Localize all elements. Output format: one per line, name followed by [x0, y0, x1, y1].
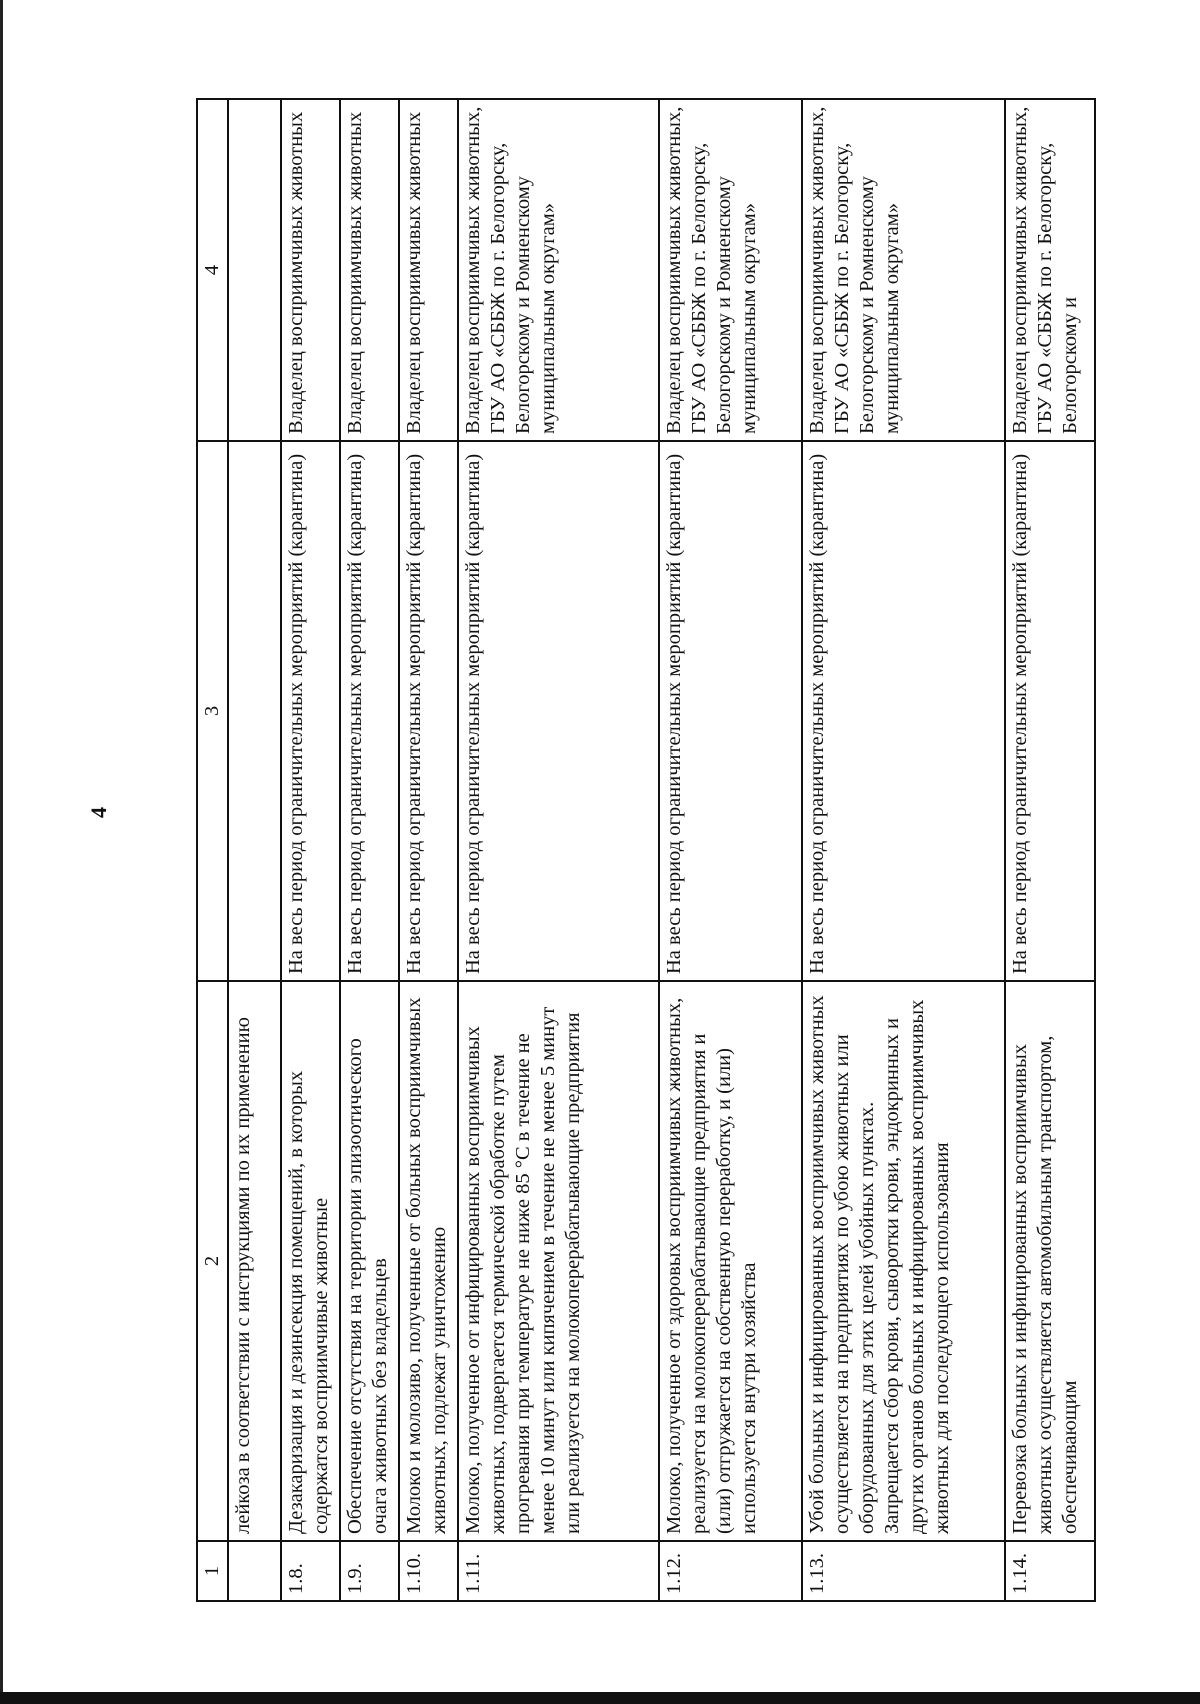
measure-text: лейкоза в соответствии с инструкциями по их применению — [228, 981, 281, 1541]
scan-border-bottom — [0, 1692, 1200, 1704]
table-row — [281, 99, 340, 1601]
measure-text: Обеспечение отсутствия на территории эпизоотического очага животных без владельцев — [340, 981, 399, 1541]
header-col-3: 3 — [197, 441, 228, 981]
measure-text: Дезакаризация и дезинсекция помещений, в которых содержатся восприимчивые животные — [281, 981, 340, 1541]
row-number: 1.13. — [802, 1541, 1006, 1601]
table-row — [340, 99, 399, 1601]
row-number: 1.10. — [399, 1541, 458, 1601]
table-row — [228, 99, 281, 1601]
row-number: 1.14. — [1005, 1541, 1095, 1601]
responsible-text: Владелец восприимчивых животных — [340, 99, 399, 441]
responsible-text: Владелец восприимчивых животных, ГБУ АО «СББЖ по г. Белогорску, Белогорскому и Ромненскому муниципальным округам» — [659, 99, 801, 441]
row-number: 1.9. — [340, 1541, 399, 1601]
period-text: На весь период ограничительных мероприятий (карантина) — [659, 441, 801, 981]
responsible-text: Владелец восприимчивых животных, ГБУ АО «СББЖ по г. Белогорску, Белогорскому и Ромненскому муниципальным округам» — [802, 99, 1006, 441]
page-number: 4 — [86, 807, 111, 818]
row-number — [228, 1541, 281, 1601]
row-number: 1.12. — [659, 1541, 801, 1601]
header-col-2: 2 — [197, 981, 228, 1541]
table-row — [802, 99, 1006, 1601]
period-text: На весь период ограничительных мероприятий (карантина) — [340, 441, 399, 981]
responsible-text: Владелец восприимчивых животных, ГБУ АО «СББЖ по г. Белогорску, Белогорскому и Ромненскому муниципальным округам» — [458, 99, 659, 441]
table-row — [399, 99, 458, 1601]
header-col-1: 1 — [197, 1541, 228, 1601]
rotated-table-wrapper — [196, 100, 1096, 1602]
responsible-text: Владелец восприимчивых животных, ГБУ АО «СББЖ по г. Белогорску, Белогорскому и — [1005, 99, 1095, 441]
period-text: На весь период ограничительных мероприятий (карантина) — [281, 441, 340, 981]
header-col-4: 4 — [197, 99, 228, 441]
measure-text: Перевозка больных и инфицированных восприимчивых животных осуществляется автомобильным транспортом, обеспечивающим — [1005, 981, 1095, 1541]
responsible-text — [228, 99, 281, 441]
period-text: На весь период ограничительных мероприятий (карантина) — [399, 441, 458, 981]
measure-text: Молоко и молозиво, полученные от больных восприимчивых животных, подлежат уничтожению — [399, 981, 458, 1541]
responsible-text: Владелец восприимчивых животных — [399, 99, 458, 441]
measures-table — [196, 98, 1096, 1602]
table-row — [458, 99, 659, 1601]
scan-border-left — [0, 0, 3, 1704]
responsible-text: Владелец восприимчивых животных — [281, 99, 340, 441]
measure-text: Молоко, полученное от инфицированных восприимчивых животных, подвергается термической обработке путем прогревания при температуре не ниже 85 °С в течение не менее 10 минут или кипячением в течение не менее 5 минут или реализуется на молокоперерабатывающие предприятия — [458, 981, 659, 1541]
measure-text: Молоко, полученное от здоровых восприимчивых животных, реализуется на молокоперерабатывающие предприятия и (или) отгружается на собственную переработку, и (или) используется внутри хозяйства — [659, 981, 801, 1541]
header-row — [197, 99, 228, 1601]
period-text: На весь период ограничительных мероприятий (карантина) — [458, 441, 659, 981]
period-text — [228, 441, 281, 981]
row-number: 1.11. — [458, 1541, 659, 1601]
measure-text: Убой больных и инфицированных восприимчивых животных осуществляется на предприятиях по убою животных или оборудованных для этих целей убойных пунктах. Запрещается сбор крови, сыворотки крови, эндокринных и других органов больных и инфицированных восприимчивых животных для последующего использования — [802, 981, 1006, 1541]
table-row — [1005, 99, 1095, 1601]
period-text: На весь период ограничительных мероприятий (карантина) — [1005, 441, 1095, 981]
period-text: На весь период ограничительных мероприятий (карантина) — [802, 441, 1006, 981]
row-number: 1.8. — [281, 1541, 340, 1601]
table-row — [659, 99, 801, 1601]
